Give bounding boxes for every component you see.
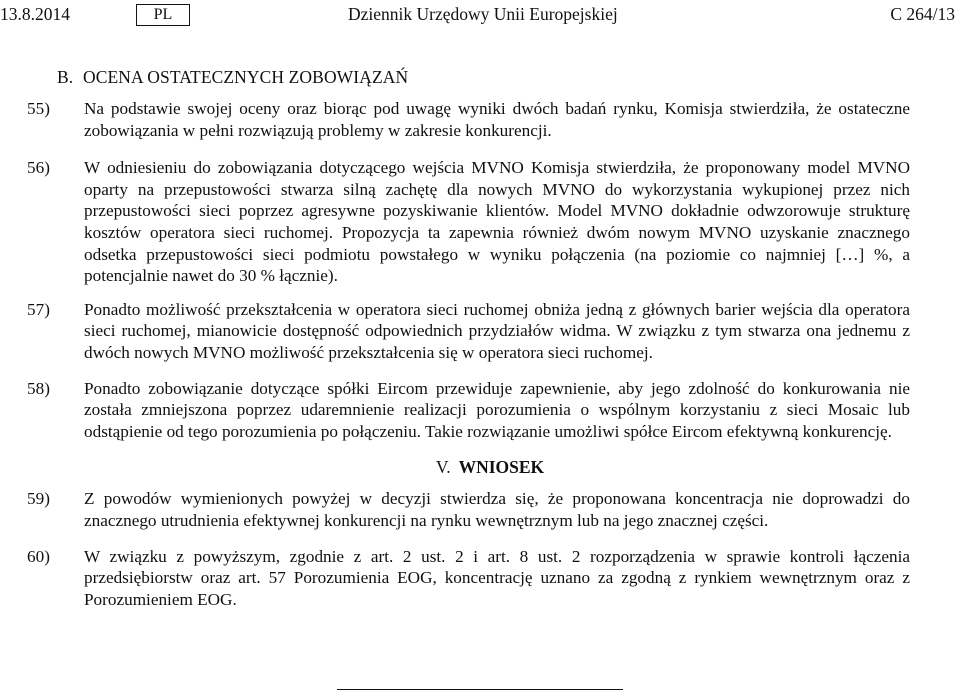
section-letter: V. [435, 457, 451, 478]
section-title-text: OCENA OSTATECZNYCH ZOBOWIĄZAŃ [83, 67, 409, 87]
paragraph-60 [0, 546, 960, 611]
section-heading-b [57, 66, 960, 88]
section-letter: B. [57, 67, 74, 87]
paragraph-56 [0, 157, 960, 287]
paragraph-number: 55) [27, 99, 50, 118]
paragraph-text: Ponadto zobowiązanie dotyczące spółki Eircom przewiduje zapewnienie, aby jego zdolność do konkurowania nie została zmniejszona poprzez udaremnienie realizacji porozumienia o wspólnym korzystaniu z sieci Mosaic lub odstąpienie od tego porozumienia po połączeniu. Takie rozwiązanie umożliwi spółce Eircom efektywną konkurencję. [84, 378, 910, 441]
paragraph-59 [0, 488, 960, 531]
paragraph-number: 60) [27, 546, 50, 566]
paragraph-number: 56) [27, 158, 50, 178]
publication-date: 13.8.2014 [0, 4, 70, 24]
end-of-document-divider [337, 689, 623, 690]
paragraph-55 [0, 98, 960, 141]
paragraph-text: W odniesieniu do zobowiązania dotyczącego wejścia MVNO Komisja stwierdziła, że proponowany model MVNO oparty na przepustowości stwarza silną zachętę dla nowych MVNO do wykorzystania wykupionej przez nich przepustowości sieci poprzez agresywne pozyskiwanie klientów. Model MVNO dokładnie odwzorowuje strukturę kosztów operatora sieci ruchomej. Propozycja ta zapewnia również dwóm nowym MVNO uzyskanie znacznego odsetka przepustowości sieci podmiotu powstałego w wyniku połączenia (na poziomie co najmniej […] %, a potencjalnie nawet do 30 % łącznie). [84, 158, 910, 286]
paragraph-number: 58) [27, 378, 50, 398]
paragraph-number: 59) [27, 489, 50, 509]
paragraph-text: Z powodów wymienionych powyżej w decyzji stwierdza się, że proponowana koncentracja nie doprowadzi do znacznego utrudnienia efektywnej konkurencji na rynku wewnętrznym lub na jego znacznej części. [84, 489, 910, 530]
paragraph-58 [0, 378, 960, 443]
paragraph-text: Na podstawie swojej oceny oraz biorąc pod uwagę wyniki dwóch badań rynku, Komisja stwierdziła, że ostateczne zobowiązania w pełni rozwiązują problemy w zakresie konkurencji. [84, 99, 910, 140]
journal-reference: C 264/13 [890, 4, 955, 24]
paragraph-text: Ponadto możliwość przekształcenia w operatora sieci ruchomej obniża jedną z głównych barier wejścia dla operatora sieci ruchomej, mianowicie dostępność odpowiednich przydziałów widma. W związku z tym stwarza ona jednemu z dwóch nowych MVNO możliwość przekształcenia się w operatora sieci ruchomej. [84, 299, 910, 362]
section-heading-v [0, 456, 960, 478]
journal-title: Dziennik Urzędowy Unii Europejskiej [348, 4, 618, 24]
paragraph-text: W związku z powyższym, zgodnie z art. 2 ust. 2 i art. 8 ust. 2 rozporządzenia w sprawie kontroli łączenia przedsiębiorstw oraz art. 57 Porozumienia EOG, koncentrację uznano za zgodną z rynkiem wewnętrznym oraz z Porozumieniem EOG. [84, 546, 910, 609]
language-badge: PL [136, 4, 190, 26]
section-title-text: WNIOSEK [458, 457, 545, 478]
paragraph-57 [0, 299, 960, 364]
page-header [0, 4, 960, 30]
document-body [0, 66, 960, 610]
paragraph-number: 57) [27, 299, 50, 319]
